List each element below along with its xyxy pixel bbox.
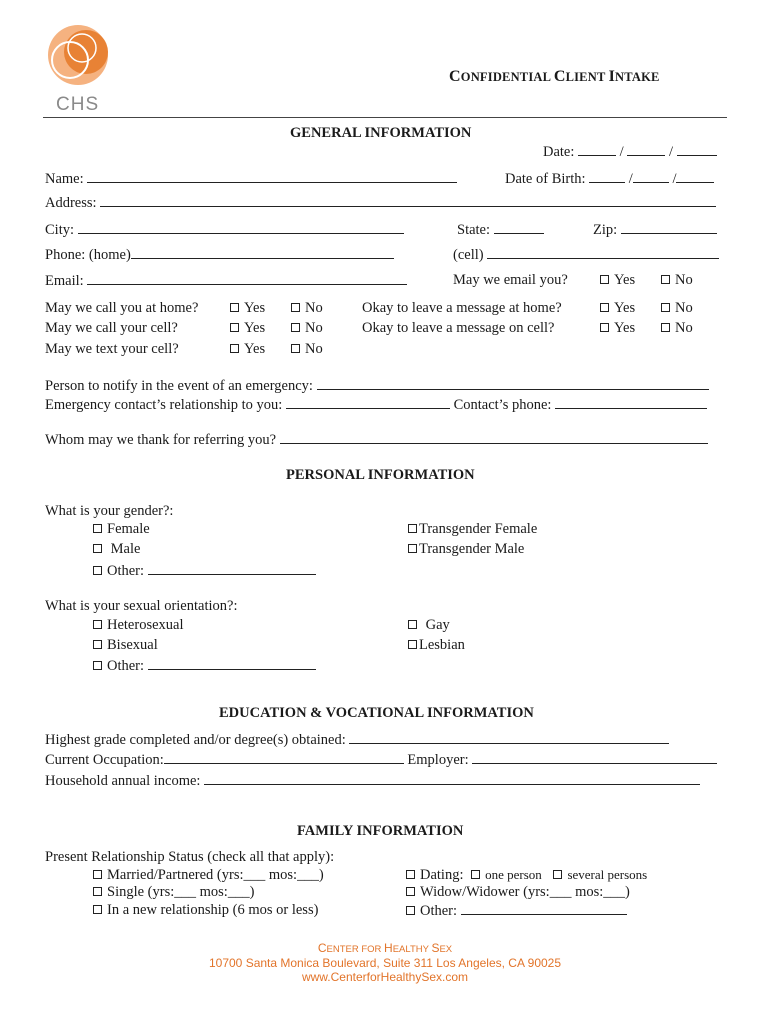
grade-field[interactable]: Highest grade completed and/or degree(s) obtained: (45, 731, 669, 749)
heterosexual-checkbox[interactable]: Heterosexual (93, 617, 184, 634)
footer-website[interactable]: www.CenterforHealthySex.com (301, 970, 469, 984)
dating-checkbox[interactable]: Dating: one person several persons (406, 867, 647, 884)
msg-home-yes-checkbox[interactable]: Yes (600, 300, 635, 317)
name-field[interactable]: Name: (45, 170, 457, 188)
orientation-other-field[interactable]: Other: (93, 657, 316, 675)
text-cell-yes-checkbox[interactable]: Yes (230, 341, 265, 358)
msg-cell-no-checkbox[interactable]: No (661, 320, 693, 337)
call-home-no-checkbox[interactable]: No (291, 300, 323, 317)
msg-home-no-checkbox[interactable]: No (661, 300, 693, 317)
family-heading: FAMILY INFORMATION (297, 823, 464, 839)
date-field[interactable]: Date: / / (543, 143, 717, 161)
referral-field[interactable]: Whom may we thank for referring you? (45, 431, 708, 449)
text-cell-label: May we text your cell? (45, 341, 179, 357)
footer-address: 10700 Santa Monica Boulevard, Suite 311 Los Angeles, CA 90025 (208, 956, 562, 970)
header-rule (43, 117, 727, 118)
text-cell-no-checkbox[interactable]: No (291, 341, 323, 358)
emergency-field[interactable]: Person to notify in the event of an emergency: (45, 377, 709, 395)
relationship-field[interactable]: Emergency contact’s relationship to you: Contact’s phone: (45, 396, 707, 414)
city-field[interactable]: City: (45, 221, 404, 239)
call-cell-label: May we call your cell? (45, 320, 178, 336)
trans-male-checkbox[interactable]: Transgender Male (408, 541, 524, 558)
email-no-checkbox[interactable]: No (661, 272, 693, 289)
phone-home-field[interactable]: Phone: (home) (45, 246, 394, 264)
email-field[interactable]: Email: (45, 272, 407, 290)
education-heading: EDUCATION & VOCATIONAL INFORMATION (219, 705, 534, 721)
occupation-field[interactable]: Current Occupation: Employer: (45, 751, 717, 769)
zip-field[interactable]: Zip: (593, 221, 717, 239)
footer-org-name: CENTER FOR HEALTHY SEX (317, 941, 453, 955)
msg-cell-yes-checkbox[interactable]: Yes (600, 320, 635, 337)
logo-text: CHS (56, 94, 100, 115)
lesbian-checkbox[interactable]: Lesbian (408, 637, 465, 654)
address-field[interactable]: Address: (45, 194, 716, 212)
single-checkbox[interactable]: Single (yrs:___ mos:___) (93, 884, 254, 901)
personal-heading: PERSONAL INFORMATION (286, 467, 475, 483)
call-home-yes-checkbox[interactable]: Yes (230, 300, 265, 317)
call-cell-yes-checkbox[interactable]: Yes (230, 320, 265, 337)
status-question: Present Relationship Status (check all that apply): (45, 849, 335, 865)
email-yes-checkbox[interactable]: Yes (600, 272, 635, 289)
phone-cell-field[interactable]: (cell) (453, 246, 719, 264)
new-relationship-checkbox[interactable]: In a new relationship (6 mos or less) (93, 902, 318, 919)
male-checkbox[interactable]: Male (93, 541, 140, 558)
dob-field[interactable]: Date of Birth: / / (505, 170, 714, 188)
married-checkbox[interactable]: Married/Partnered (yrs:___ mos:___) (93, 867, 324, 884)
logo-mark (40, 22, 115, 92)
call-home-label: May we call you at home? (45, 300, 199, 316)
gay-checkbox[interactable]: Gay (408, 617, 450, 634)
bisexual-checkbox[interactable]: Bisexual (93, 637, 158, 654)
state-field[interactable]: State: (457, 221, 544, 239)
may-email-label: May we email you? (453, 272, 568, 288)
female-checkbox[interactable]: Female (93, 521, 150, 538)
general-heading: GENERAL INFORMATION (290, 125, 472, 141)
page-title: CONFIDENTIAL CLIENT INTAKE (449, 68, 660, 85)
gender-question: What is your gender?: (45, 503, 174, 519)
logo (40, 22, 115, 117)
widow-checkbox[interactable]: Widow/Widower (yrs:___ mos:___) (406, 884, 630, 901)
orientation-question: What is your sexual orientation?: (45, 598, 238, 614)
call-cell-no-checkbox[interactable]: No (291, 320, 323, 337)
family-other-field[interactable]: Other: (406, 902, 627, 920)
msg-cell-label: Okay to leave a message on cell? (362, 320, 555, 336)
gender-other-field[interactable]: Other: (93, 562, 316, 580)
trans-female-checkbox[interactable]: Transgender Female (408, 521, 537, 538)
income-field[interactable]: Household annual income: (45, 772, 700, 790)
msg-home-label: Okay to leave a message at home? (362, 300, 562, 316)
